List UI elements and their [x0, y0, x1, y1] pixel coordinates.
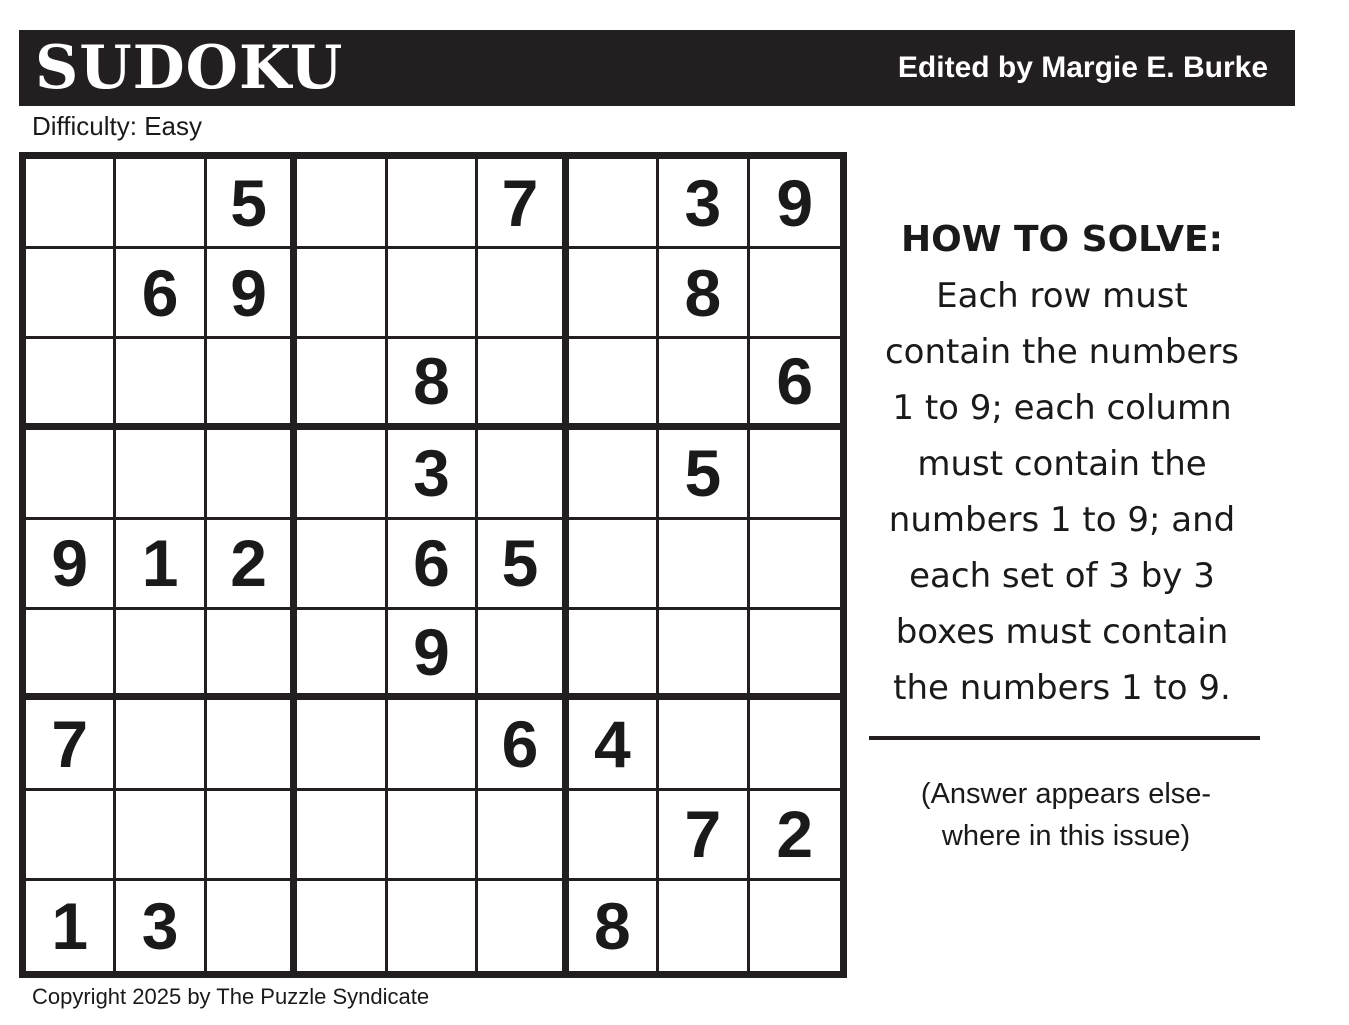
how-to-solve	[862, 212, 1262, 716]
empty-cell[interactable]	[478, 791, 568, 881]
given-cell: 8	[569, 881, 659, 971]
empty-cell[interactable]	[659, 881, 749, 971]
empty-cell[interactable]	[297, 881, 387, 971]
given-cell: 3	[388, 430, 478, 520]
given-cell: 3	[659, 159, 749, 249]
given-cell: 7	[659, 791, 749, 881]
empty-cell[interactable]	[207, 430, 297, 520]
given-cell: 1	[116, 520, 206, 610]
empty-cell[interactable]	[750, 520, 840, 610]
given-cell: 5	[659, 430, 749, 520]
editor-credit: Edited by Margie E. Burke	[897, 51, 1268, 84]
empty-cell[interactable]	[207, 700, 297, 790]
copyright-notice: Copyright 2025 by The Puzzle Syndicate	[32, 984, 430, 1009]
empty-cell[interactable]	[26, 430, 116, 520]
empty-cell[interactable]	[569, 791, 659, 881]
empty-cell[interactable]	[750, 249, 840, 339]
empty-cell[interactable]	[297, 159, 387, 249]
empty-cell[interactable]	[388, 249, 478, 339]
empty-cell[interactable]	[388, 700, 478, 790]
instruction-line: numbers 1 to 9; and	[888, 500, 1236, 540]
given-cell: 9	[750, 159, 840, 249]
header-bar	[19, 30, 1295, 106]
given-cell: 8	[659, 249, 749, 339]
answer-note-line: (Answer appears else-	[920, 778, 1212, 810]
divider	[869, 736, 1260, 740]
empty-cell[interactable]	[659, 700, 749, 790]
empty-cell[interactable]	[26, 159, 116, 249]
empty-cell[interactable]	[659, 339, 749, 429]
instruction-line: each set of 3 by 3	[909, 556, 1215, 596]
empty-cell[interactable]	[297, 791, 387, 881]
empty-cell[interactable]	[297, 430, 387, 520]
sudoku-logo: SUDOKU	[35, 33, 344, 103]
given-cell: 1	[26, 881, 116, 971]
empty-cell[interactable]	[569, 339, 659, 429]
instruction-line: must contain the	[917, 444, 1207, 484]
given-cell: 9	[388, 610, 478, 700]
instruction-line: the numbers 1 to 9.	[893, 668, 1231, 708]
instruction-line: boxes must contain	[895, 612, 1229, 652]
given-cell: 6	[388, 520, 478, 610]
difficulty-label: Difficulty: Easy	[32, 111, 203, 141]
empty-cell[interactable]	[388, 881, 478, 971]
empty-cell[interactable]	[116, 159, 206, 249]
empty-cell[interactable]	[297, 249, 387, 339]
empty-cell[interactable]	[388, 791, 478, 881]
empty-cell[interactable]	[26, 249, 116, 339]
empty-cell[interactable]	[750, 700, 840, 790]
given-cell: 5	[207, 159, 297, 249]
empty-cell[interactable]	[478, 339, 568, 429]
empty-cell[interactable]	[116, 791, 206, 881]
instruction-line: 1 to 9; each column	[892, 388, 1232, 428]
empty-cell[interactable]	[659, 520, 749, 610]
empty-cell[interactable]	[478, 430, 568, 520]
empty-cell[interactable]	[388, 159, 478, 249]
given-cell: 7	[26, 700, 116, 790]
empty-cell[interactable]	[478, 249, 568, 339]
empty-cell[interactable]	[207, 881, 297, 971]
empty-cell[interactable]	[297, 700, 387, 790]
empty-cell[interactable]	[297, 520, 387, 610]
empty-cell[interactable]	[116, 610, 206, 700]
given-cell: 6	[750, 339, 840, 429]
empty-cell[interactable]	[297, 339, 387, 429]
given-cell: 3	[116, 881, 206, 971]
given-cell: 9	[26, 520, 116, 610]
empty-cell[interactable]	[116, 700, 206, 790]
empty-cell[interactable]	[297, 610, 387, 700]
given-cell: 6	[478, 700, 568, 790]
empty-cell[interactable]	[26, 791, 116, 881]
empty-cell[interactable]	[750, 881, 840, 971]
given-cell: 6	[116, 249, 206, 339]
empty-cell[interactable]	[207, 610, 297, 700]
instruction-line: contain the numbers	[884, 332, 1240, 372]
empty-cell[interactable]	[750, 610, 840, 700]
empty-cell[interactable]	[569, 430, 659, 520]
given-cell: 4	[569, 700, 659, 790]
given-cell: 9	[207, 249, 297, 339]
empty-cell[interactable]	[750, 430, 840, 520]
empty-cell[interactable]	[116, 430, 206, 520]
given-cell: 5	[478, 520, 568, 610]
answer-note-line: where in this issue)	[941, 820, 1191, 852]
empty-cell[interactable]	[207, 791, 297, 881]
empty-cell[interactable]	[478, 881, 568, 971]
given-cell: 2	[750, 791, 840, 881]
empty-cell[interactable]	[116, 339, 206, 429]
empty-cell[interactable]	[569, 520, 659, 610]
empty-cell[interactable]	[659, 610, 749, 700]
empty-cell[interactable]	[26, 610, 116, 700]
given-cell: 7	[478, 159, 568, 249]
sudoku-grid	[19, 152, 847, 978]
given-cell: 8	[388, 339, 478, 429]
empty-cell[interactable]	[26, 339, 116, 429]
how-to-solve-heading: HOW TO SOLVE:	[900, 219, 1224, 260]
empty-cell[interactable]	[207, 339, 297, 429]
empty-cell[interactable]	[569, 249, 659, 339]
answer-note	[866, 773, 1266, 857]
instruction-line: Each row must	[936, 276, 1188, 316]
empty-cell[interactable]	[569, 159, 659, 249]
empty-cell[interactable]	[569, 610, 659, 700]
empty-cell[interactable]	[478, 610, 568, 700]
given-cell: 2	[207, 520, 297, 610]
